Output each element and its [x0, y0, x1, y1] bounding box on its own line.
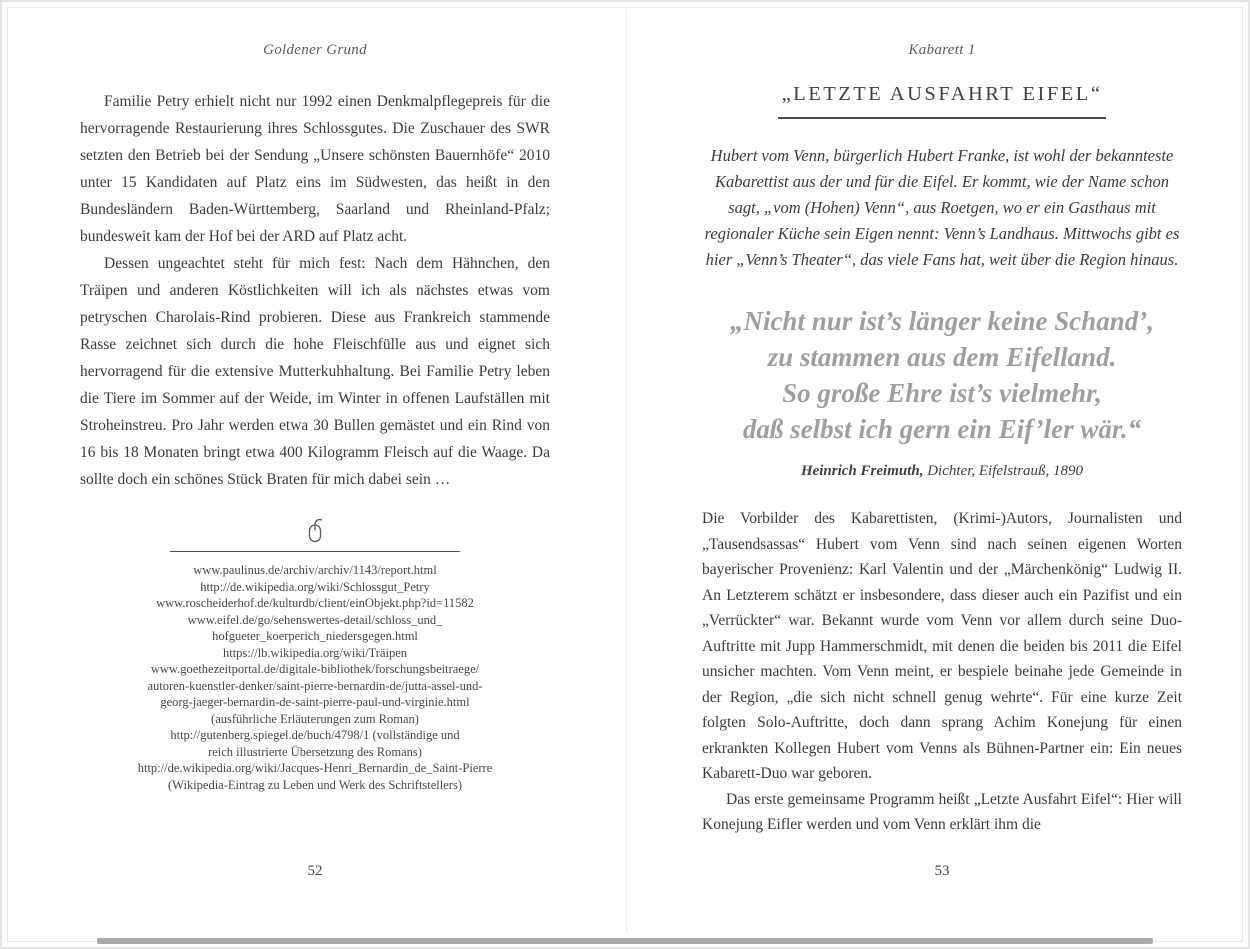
- book-bottom-edge: [97, 938, 1153, 944]
- link-line: www.paulinus.de/archiv/archiv/1143/report.html: [193, 563, 437, 577]
- paragraph: Dessen ungeachtet steht für mich fest: Nach dem Hähnchen, den Träipen und anderen Köstlichkeiten will ich als nächstes etwas vom petryschen Charolais-Rind probieren. Diese aus Frankreich stammende Rasse zeichnet sich durch die hohe Fleischfülle aus und eignet sich hervorragend für die extensive Mutterkuhhaltung. Bei Familie Petry leben die Tiere im Sommer auf der Weide, im Winter in offenen Laufställen mit Stroheinstreu. Pro Jahr werden etwa 30 Bullen gemästet und ein Rind von 16 bis 18 Monaten bringt etwa 400 Kilogramm Fleisch auf die Waage. Da sollte doch ein schönes Stück Braten für mich dabei sein …: [80, 255, 550, 488]
- divider-rule: [170, 551, 460, 552]
- page-left: [80, 42, 550, 880]
- quote-line: zu stammen aus dem Eifelland.: [767, 342, 1117, 372]
- link-line: http://gutenberg.spiegel.de/buch/4798/1 (vollständige und: [170, 728, 460, 742]
- quote-line: daß selbst ich gern ein Eif’ler wär.“: [742, 414, 1142, 444]
- paragraph: Familie Petry erhielt nicht nur 1992 einen Denkmalpflegepreis für die hervorragende Restaurierung ihres Schlossgutes. Die Zuschauer des SWR setzten den Betrieb bei der Sendung „Unsere schönsten Bauernhöfe“ 2010 unter 15 Kandidaten auf Platz eins im Südwesten, das heißt in den Bundesländern Baden-Württemberg, Saarland und Rheinland-Pfalz; bundesweit kam der Hof bei der ARD auf Platz acht.: [80, 93, 550, 245]
- link-line: www.goethezeitportal.de/digitale-bibliothek/forschungsbeitraege/: [150, 662, 480, 676]
- link-line: www.eifel.de/go/sehenswertes-detail/schloss_und_: [187, 612, 443, 627]
- link-line: http://de.wikipedia.org/wiki/Schlossgut_Petry: [200, 579, 430, 594]
- pull-quote: [702, 303, 1182, 447]
- paragraph: Das erste gemeinsame Programm heißt „Letzte Ausfahrt Eifel“: Hier will Konejung Eifler werden und vom Venn erklärt ihm die: [702, 790, 1182, 833]
- chapter-title: „LETZTE AUSFAHRT EIFEL“: [778, 83, 1107, 119]
- quote-line: So große Ehre ist’s vielmehr,: [782, 378, 1102, 408]
- page-right: [702, 42, 1182, 880]
- intro-paragraph: Hubert vom Venn, bürgerlich Hubert Franke, ist wohl der bekannteste Kabarettist aus der und für die Eifel. Er kommt, wie der Name schon sagt, „vom (Hohen) Venn“, aus Roetgen, wo er ein Gasthaus mit regionaler Küche sein Eigen nennt: Venn’s Landhaus. Mittwochs gibt es hier „Venn’s Theater“, das viele Fans hat, weit über die Region hinaus.: [704, 146, 1180, 269]
- link-line: (ausführliche Erläuterungen zum Roman): [211, 711, 419, 726]
- quote-line: „Nicht nur ist’s länger keine Schand’,: [729, 306, 1155, 336]
- mouse-icon: [305, 517, 325, 544]
- left-body-text: [80, 88, 550, 493]
- attribution-detail: Dichter, Eifelstrauß, 1890: [923, 463, 1084, 479]
- link-line: (Wikipedia-Eintrag zu Leben und Werk des Schriftstellers): [168, 777, 462, 792]
- running-head-left: Goldener Grund: [263, 42, 367, 58]
- mouse-icon-wrap: [80, 517, 550, 545]
- chapter-title-wrap: [702, 83, 1182, 119]
- paragraph: Die Vorbilder des Kabarettisten, (Krimi-)Autors, Journalisten und „Tausendsassas“ Hubert vom Venn sind nach seinen eigenen Worten bayerischer Provenienz: Karl Valentin und der „Märchenkönig“ Ludwig II. An Letzterem schätzt er insbesondere, dass dieser auch ein Pazifist und ein „Verrückter“ war. Bekannt wurde vom Venn vor allem durch seine Duo-Auftritte mit Jupp Hammerschmidt, mit denen die beiden bis 2011 die Eifel unsicher machten. Vom Venn meint, er bespiele beinahe jede Gemeinde in der Region, „die sich nicht schnell genug wehrte“. Für eine kurze Zeit folgten Solo-Auftritte, doch dann sprang Achim Konejung für einen erkrankten Kollegen Hubert vom Venns als Bühnen-Partner ein: Ein neues Kabarett-Duo war geboren.: [702, 510, 1182, 782]
- quote-attribution: [702, 463, 1182, 480]
- page-gutter-divider: [626, 10, 627, 933]
- link-line: hofgueter_koerperich_niedersgegen.html: [212, 629, 418, 643]
- page-number-left: 52: [307, 863, 323, 879]
- link-list: [80, 562, 550, 793]
- link-line: reich illustrierte Übersetzung des Romans): [208, 744, 422, 759]
- attribution-name: Heinrich Freimuth,: [800, 463, 924, 479]
- page-number-right: 53: [934, 863, 950, 879]
- link-line: http://de.wikipedia.org/wiki/Jacques-Henri_Bernardin_de_Saint-Pierre: [137, 761, 493, 775]
- link-line: www.roscheiderhof.de/kulturdb/client/einObjekt.php?id=11582: [156, 596, 474, 610]
- running-head-right: Kabarett 1: [908, 42, 976, 58]
- link-line: https://lb.wikipedia.org/wiki/Träipen: [222, 645, 408, 660]
- right-body-text: [702, 506, 1182, 838]
- link-line: autoren-kuenstler-denker/saint-pierre-bernardin-de/jutta-assel-und-: [147, 678, 483, 693]
- link-line: georg-jaeger-bernardin-de-saint-pierre-paul-und-virginie.html: [160, 695, 470, 709]
